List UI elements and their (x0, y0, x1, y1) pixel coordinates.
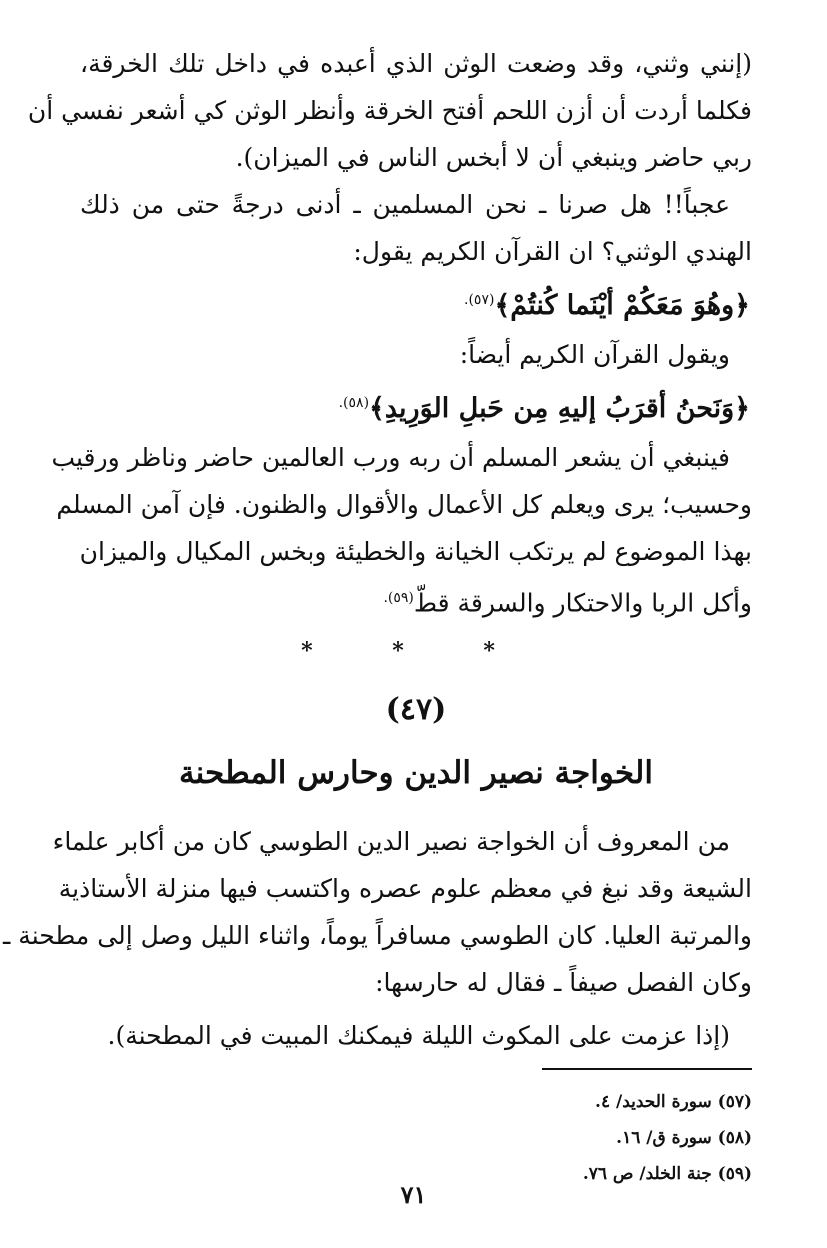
text-line: بهذا الموضوع لم يرتكب الخيانة والخطيئة وبخس المكيال والميزان (79, 537, 752, 566)
section-title: الخواجة نصير الدين وحارس المطحنة (179, 755, 653, 792)
document-page (3, 40, 752, 1192)
footnote-57: (٥٧) سورة الحديد/ ٤. (595, 1092, 752, 1113)
text-line: ويقول القرآن الكريم أيضاً: (459, 340, 730, 369)
text-line (80, 575, 752, 626)
footnote-ref: (٥٨). (338, 395, 370, 411)
text-fragment: وأكل الربا والاحتكار والسرقة قطّ (413, 588, 752, 618)
quran-verse-2 (80, 378, 752, 434)
text-line: من المعروف أن الخواجة نصير الدين الطوسي كان من أكابر علماء (52, 827, 730, 857)
text-line: الهندي الوثني؟ ان القرآن الكريم يقول: (353, 237, 752, 266)
footnote-58: (٥٨) سورة ق/ ١٦. (616, 1128, 752, 1149)
section-body (3, 818, 752, 1006)
footnote-59: (٥٩) جنة الخلد/ ص ٧٦. (582, 1164, 752, 1185)
footnotes (80, 1084, 752, 1192)
text-line: فكلما أردت أن أزن اللحم أفتح الخرقة وأنظر الوثن كي أشعر نفسي أن (27, 96, 752, 125)
text-line: الشيعة وقد نبغ في معظم علوم عصره واكتسب فيها منزلة الأستاذية (58, 874, 752, 904)
paragraph-wonder (80, 181, 752, 275)
text-line: ربي حاضر وينبغي أن لا أبخس الناس في الميزان). (235, 143, 752, 172)
paragraph-also-says (80, 331, 752, 378)
text-line: والمرتبة العليا. كان الطوسي مسافراً يوماً، واثناء الليل وصل إلى مطحنة ـ (3, 921, 752, 951)
page-number: ٧١ (400, 1180, 427, 1209)
section-separator: * * * (301, 638, 531, 665)
verse-text: ﴿وهُوَ مَعَكُمْ أيْنَما كُنتُمْ﴾ (494, 290, 750, 321)
footnote-divider (542, 1068, 752, 1070)
footnote-ref: (٥٩). (383, 590, 414, 606)
text-line: عجباً!! هل صرنا ـ نحن المسلمين ـ أدنى درجةً حتى من ذلك (80, 190, 730, 219)
paragraph-idol-quote (27, 40, 752, 181)
text-line: وحسيب؛ يرى ويعلم كل الأعمال والأقوال والظنون. فإن آمن المسلم (56, 490, 752, 519)
guard-quote: (إذا عزمت على المكوث الليلة فيمكنك المبيت في المطحنة). (107, 1021, 730, 1051)
verse-text: ﴿وَنَحنُ أقرَبُ إليهِ مِن حَبلِ الوَرِيدِ﴾ (369, 393, 750, 424)
section-number: (٤٧) (385, 692, 447, 728)
footnote-ref: (٥٧). (464, 292, 495, 308)
text-line: (إنني وثني، وقد وضعت الوثن الذي أعبده في داخل تلك الخرقة، (80, 49, 752, 78)
text-line: وكان الفصل صيفاً ـ فقال له حارسها: (375, 968, 752, 998)
paragraph-muslim-should (51, 434, 752, 626)
text-line: فينبغي أن يشعر المسلم أن ربه ورب العالمين حاضر وناظر ورقيب (51, 443, 730, 472)
quran-verse-1 (80, 275, 752, 331)
